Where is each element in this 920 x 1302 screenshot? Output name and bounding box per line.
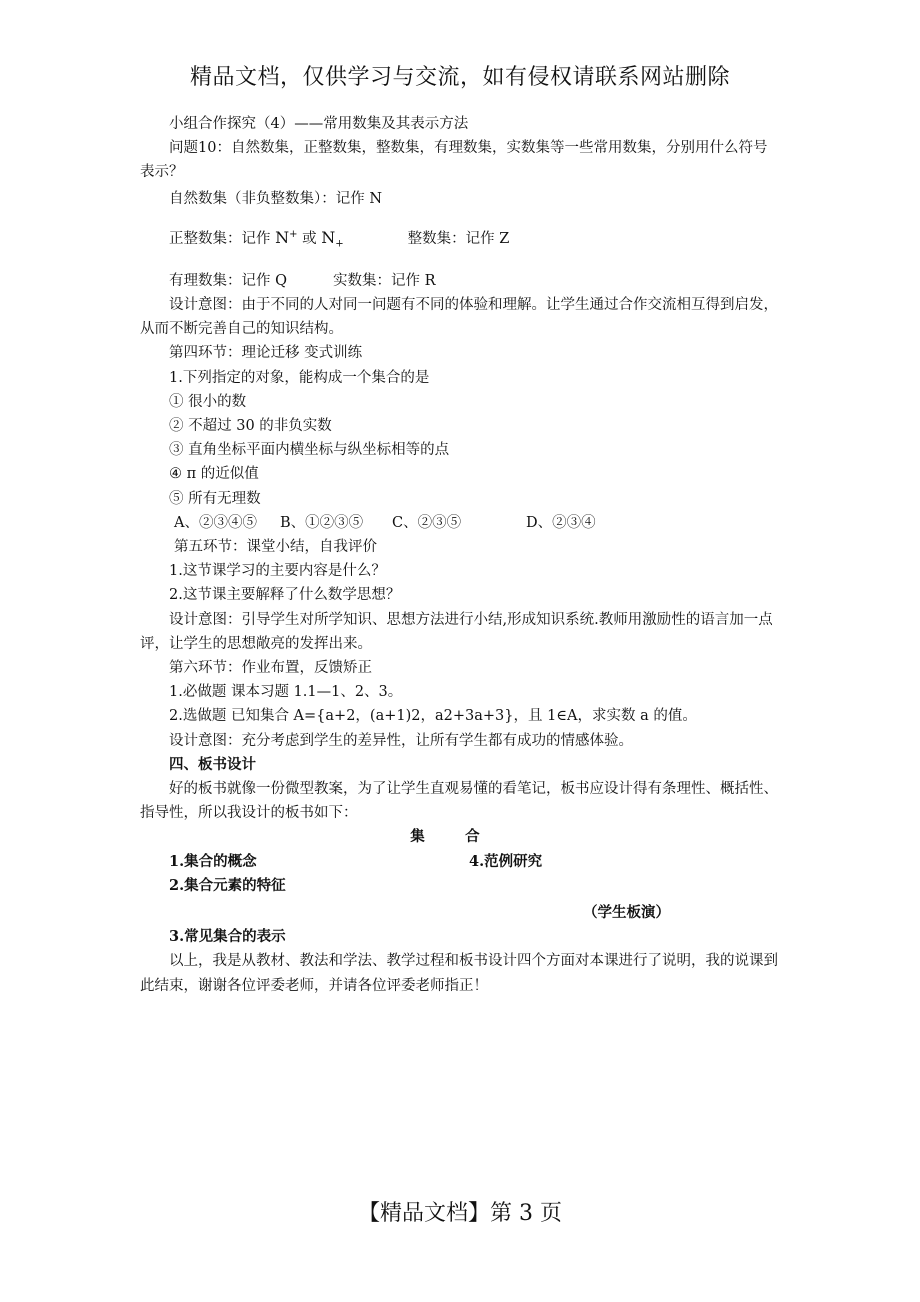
board-item-2: 2.集合元素的特征	[169, 876, 286, 894]
rational-set-label: 有理数集：记作 Q	[169, 272, 287, 289]
plus-subscript: +	[335, 238, 344, 250]
design-intent-2: 设计意图：引导学生对所学知识、思想方法进行小结,形成知识系统.教师用激励性的语言加一点评，让学生的思想敞亮的发挥出来。	[140, 611, 773, 652]
board-design-intro: 好的板书就像一份微型教案，为了让学生直观易懂的看笔记，板书应设计得有条理性、概括性、指导性，所以我设计的板书如下：	[140, 781, 778, 822]
board-title: 集 合	[410, 828, 480, 846]
real-set-label: 实数集：记作 R	[333, 272, 436, 289]
board-design-heading: 四、板书设计	[169, 755, 256, 773]
required-homework: 1.必做题 课本习题 1.1—1、2、3。	[169, 684, 403, 701]
plus-superscript: +	[289, 228, 298, 240]
choice-item-2: ② 不超过 30 的非负实数	[169, 417, 332, 434]
question-10: 问题10：自然数集，正整数集，整数集，有理数集，实数集等一些常用数集，分别用什么符号表示？	[140, 140, 768, 181]
board-item-4: 4.范例研究	[469, 852, 543, 870]
board-row-1	[140, 850, 780, 874]
natural-number-set: 自然数集（非负整数集）：记作 N	[169, 190, 383, 207]
board-note: （学生板演）	[583, 904, 670, 922]
document-body	[140, 112, 780, 998]
section-heading: 小组合作探究（4）——常用数集及其表示方法	[169, 116, 469, 132]
closing-paragraph: 以上，我是从教材、教法和学法、教学过程和板书设计四个方面对本课进行了说明，我的说课到此结束，谢谢各位评委老师，并请各位评委老师指正！	[140, 953, 778, 994]
board-row-3	[140, 925, 780, 949]
summary-question-1: 1.这节课学习的主要内容是什么？	[169, 563, 386, 580]
option-a: A、②③④⑤	[174, 514, 257, 531]
design-intent-1: 设计意图：由于不同的人对同一问题有不同的体验和理解。让学生通过合作交流相互得到启发，从而不断完善自己的知识结构。	[140, 296, 778, 338]
stage-four-heading: 第四环节：理论迁移 变式训练	[169, 345, 363, 362]
choice-item-3: ③ 直角坐标平面内横坐标与纵坐标相等的点	[169, 442, 450, 459]
integer-set-label: 整数集：记作 Z	[407, 230, 510, 247]
choice-item-4: ④ π 的近似值	[169, 466, 259, 483]
design-intent-3: 设计意图：充分考虑到学生的差异性，让所有学生都有成功的情感体验。	[169, 732, 633, 749]
board-item-3: 3.常见集合的表示	[169, 928, 286, 946]
stage-six-heading: 第六环节：作业布置，反馈矫正	[169, 659, 372, 676]
rational-real-set-line	[140, 269, 780, 293]
stage-five-heading: 第五环节：课堂小结，自我评价	[174, 538, 377, 555]
n-symbol: N	[275, 227, 290, 247]
option-b: B、①②③⑤	[280, 514, 364, 531]
board-item-1: 1.集合的概念	[169, 852, 257, 870]
option-d: D、②③④	[526, 514, 596, 531]
answer-options	[140, 511, 780, 535]
summary-question-2: 2.这节课主要解释了什么数学思想？	[169, 587, 401, 604]
positive-integer-label: 正整数集：记作	[169, 230, 276, 247]
page-footer: 【精品文档】第 3 页	[358, 1201, 562, 1226]
board-row-2	[140, 874, 780, 898]
n-symbol-alt: N	[321, 227, 336, 247]
positive-integer-set-line	[140, 223, 780, 257]
or-text: 或	[297, 230, 322, 247]
page-header-watermark: 精品文档，仅供学习与交流，如有侵权请联系网站删除	[189, 65, 730, 90]
optional-homework: 2.选做题 已知集合 A={a+2，(a+1)2，a2+3a+3}，且 1∈A，求实数 a 的值。	[169, 708, 697, 725]
option-c: C、②③⑤	[392, 514, 462, 531]
choice-item-5: ⑤ 所有无理数	[169, 490, 261, 507]
choice-item-1: ① 很小的数	[169, 393, 247, 410]
exercise-question: 1.下列指定的对象，能构成一个集合的是	[169, 369, 430, 386]
